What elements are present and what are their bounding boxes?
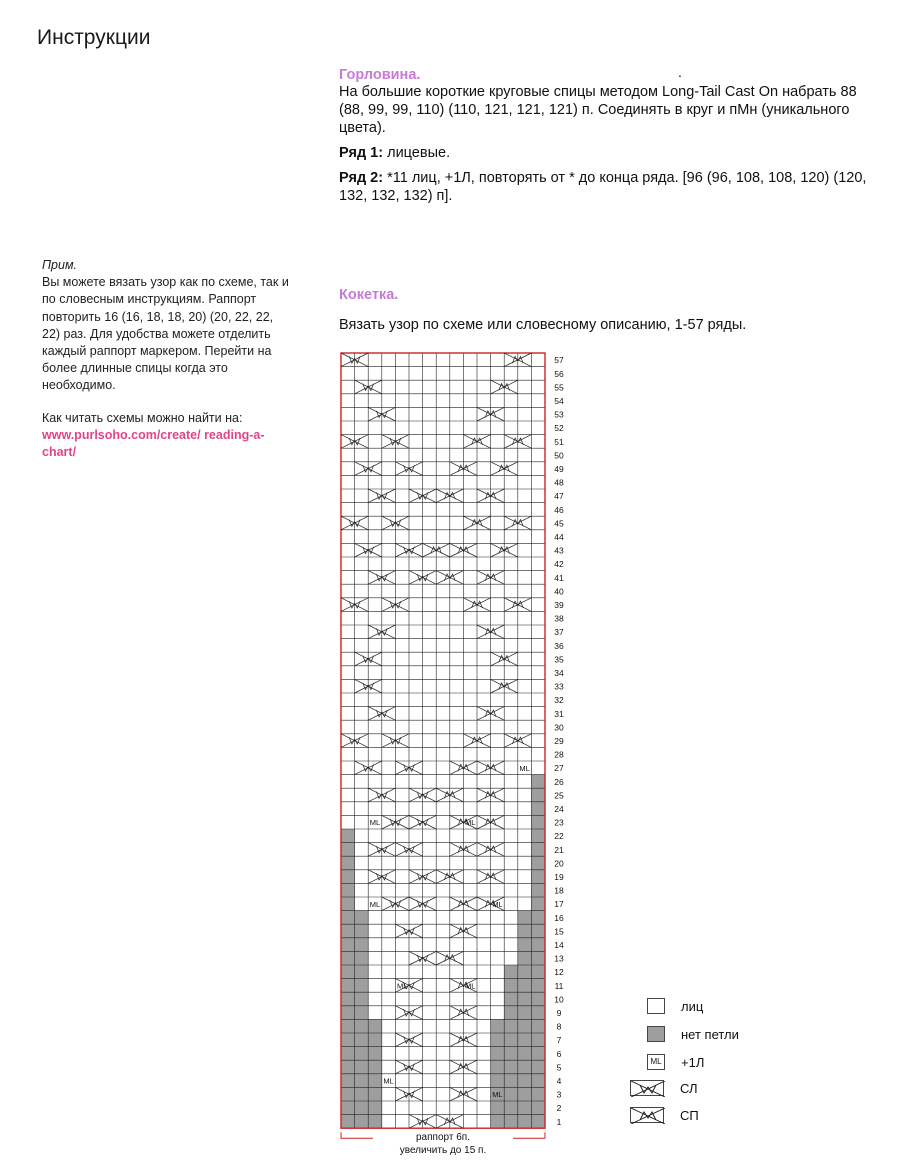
note-label: Прим.: [42, 258, 78, 272]
row-number: 16: [554, 912, 564, 923]
row-number: 36: [554, 640, 564, 651]
no-stitch-cell: [504, 1074, 518, 1088]
no-stitch-cell: [355, 924, 369, 938]
row-number: 4: [556, 1076, 562, 1086]
row-number: 44: [554, 532, 564, 542]
no-stitch-cell: [368, 1101, 382, 1115]
row-number: 26: [554, 776, 564, 787]
no-stitch-cell: [531, 802, 545, 816]
no-stitch-cell: [355, 1019, 369, 1033]
legend-label: СЛ: [680, 1080, 698, 1096]
no-stitch-cell: [355, 1087, 369, 1101]
no-stitch-cell: [531, 1019, 545, 1033]
ml-marker: ML: [464, 981, 476, 991]
no-stitch-cell: [531, 856, 545, 870]
no-stitch-cell: [355, 992, 369, 1006]
no-stitch-cell: [531, 1047, 545, 1061]
row-number: 33: [554, 681, 564, 692]
no-stitch-cell: [368, 1033, 382, 1047]
row-number: 34: [554, 668, 564, 678]
no-stitch-cell: [341, 1101, 355, 1115]
row-number: 23: [554, 817, 564, 828]
no-stitch-cell: [368, 1047, 382, 1061]
legend-label: +1Л: [681, 1054, 705, 1070]
legend-item-left-dec: [630, 1078, 698, 1098]
row-number: 46: [554, 504, 564, 515]
row-number: 24: [554, 804, 564, 814]
legend-label: лиц: [681, 998, 704, 1014]
no-stitch-cell: [531, 1033, 545, 1047]
row-number: 27: [554, 763, 564, 774]
row-number: 53: [554, 409, 564, 420]
no-stitch-cell: [341, 924, 355, 938]
legend-item-knit: [630, 996, 703, 1016]
no-stitch-cell: [368, 1019, 382, 1033]
row-number: 12: [554, 967, 564, 978]
no-stitch-cell: [504, 992, 518, 1006]
row-number: 11: [554, 980, 564, 991]
no-stitch-cell: [355, 938, 369, 952]
no-stitch-cell: [491, 1047, 505, 1061]
no-stitch-cell: [531, 924, 545, 938]
legend-item-right-dec: [630, 1105, 699, 1125]
row-number: 43: [554, 545, 564, 556]
no-stitch-cell: [531, 1006, 545, 1020]
ml-marker: ML: [383, 1076, 394, 1086]
no-stitch-cell: [341, 938, 355, 952]
no-stitch-cell: [531, 843, 545, 857]
note: [42, 257, 292, 461]
row-number: 32: [554, 695, 564, 706]
no-stitch-cell: [504, 979, 518, 993]
row-number: 14: [554, 940, 564, 950]
no-stitch-cell: [531, 829, 545, 843]
row-number: 19: [554, 872, 564, 882]
repeat-bracket: [341, 1132, 373, 1138]
row-number: 38: [554, 613, 564, 624]
row-number: 20: [554, 858, 564, 869]
row-number: 39: [554, 600, 564, 610]
no-stitch-cell: [531, 1060, 545, 1074]
no-stitch-cell: [531, 1087, 545, 1101]
row-number: 3: [556, 1089, 562, 1100]
legend-item-no-stitch: [630, 1024, 739, 1044]
row-number: 28: [554, 749, 564, 760]
no-stitch-cell: [518, 911, 532, 925]
neckline-title: Горловина.: [339, 67, 421, 83]
no-stitch-cell: [504, 1047, 518, 1061]
row-number: 9: [556, 1008, 562, 1018]
no-stitch-cell: [491, 1060, 505, 1074]
legend-item-make-left: [630, 1052, 704, 1072]
right-decrease-symbol-icon: [630, 1107, 664, 1123]
no-stitch-cell: [341, 1019, 355, 1033]
row-number: 13: [554, 953, 564, 964]
no-stitch-cell: [504, 965, 518, 979]
no-stitch-cell: [368, 1074, 382, 1088]
no-stitch-cell: [518, 1033, 532, 1047]
no-stitch-cell: [504, 1033, 518, 1047]
no-stitch-cell: [491, 1019, 505, 1033]
no-stitch-cell: [368, 1115, 382, 1129]
no-stitch-cell: [531, 951, 545, 965]
row-number: 25: [554, 790, 564, 801]
no-stitch-cell: [341, 1006, 355, 1020]
row-number: 22: [554, 831, 564, 842]
row-number: 10: [554, 994, 564, 1005]
no-stitch-cell: [518, 938, 532, 952]
no-stitch-cell: [341, 911, 355, 925]
legend-label: нет петли: [681, 1026, 739, 1042]
yoke-text: Вязать узор по схеме или словесному описанию, 1-57 ряды.: [339, 317, 747, 333]
row-number: 21: [554, 844, 564, 855]
row-number: 41: [554, 572, 564, 583]
no-stitch-cell: [491, 1101, 505, 1115]
no-stitch-cell: [341, 1033, 355, 1047]
no-stitch-cell: [531, 815, 545, 829]
no-stitch-cell: [491, 1115, 505, 1129]
no-stitch-cell: [504, 1060, 518, 1074]
knit-symbol-icon: [647, 998, 665, 1014]
row-number: 52: [554, 423, 564, 434]
no-stitch-cell: [355, 1101, 369, 1115]
page-title: Инструкции: [37, 26, 151, 49]
no-stitch-cell: [368, 1060, 382, 1074]
row-number: 35: [554, 654, 564, 665]
no-stitch-cell: [518, 979, 532, 993]
no-stitch-cell: [531, 775, 545, 789]
no-stitch-cell: [355, 911, 369, 925]
no-stitch-cell: [531, 979, 545, 993]
row-number: 7: [556, 1035, 562, 1046]
note-link-intro: Как читать схемы можно найти на:: [42, 410, 243, 425]
row-number: 56: [554, 368, 564, 379]
knitting-chart: [320, 344, 590, 1160]
no-stitch-cell: [368, 1087, 382, 1101]
row-number: 8: [556, 1021, 562, 1032]
no-stitch-cell: [518, 1047, 532, 1061]
no-stitch-symbol-icon: [647, 1026, 665, 1042]
no-stitch-cell: [531, 788, 545, 802]
no-stitch-cell: [341, 979, 355, 993]
row-number: 48: [554, 477, 564, 488]
no-stitch-cell: [355, 1115, 369, 1129]
row-number: 50: [554, 450, 564, 461]
ml-marker: ML: [369, 818, 381, 828]
row-number: 47: [554, 491, 564, 502]
row-number: 49: [554, 464, 564, 474]
no-stitch-cell: [341, 829, 355, 843]
ml-marker: ML: [492, 899, 503, 909]
no-stitch-cell: [518, 1006, 532, 1020]
row-number: 57: [554, 355, 564, 366]
repeat-bracket: [513, 1132, 545, 1138]
legend-label: СП: [680, 1107, 699, 1123]
no-stitch-cell: [355, 1060, 369, 1074]
no-stitch-cell: [341, 843, 355, 857]
no-stitch-cell: [518, 965, 532, 979]
note-link[interactable]: www.purlsoho.com/create/ reading-a-chart/: [42, 427, 265, 460]
row-number: 30: [554, 722, 564, 733]
no-stitch-cell: [504, 1101, 518, 1115]
row-number: 2: [556, 1103, 562, 1114]
ml-marker: ML: [464, 818, 476, 828]
no-stitch-cell: [341, 1047, 355, 1061]
no-stitch-cell: [341, 883, 355, 897]
no-stitch-cell: [355, 979, 369, 993]
no-stitch-cell: [518, 951, 532, 965]
no-stitch-cell: [531, 883, 545, 897]
no-stitch-cell: [531, 911, 545, 925]
row-number: 45: [554, 518, 564, 529]
ml-marker: ML: [519, 763, 530, 773]
no-stitch-cell: [355, 951, 369, 965]
no-stitch-cell: [531, 897, 545, 911]
no-stitch-cell: [355, 1033, 369, 1047]
no-stitch-cell: [531, 992, 545, 1006]
no-stitch-cell: [491, 1074, 505, 1088]
row1-text: лицевые.: [383, 145, 451, 161]
repeat-label: увеличить до 15 п.: [399, 1145, 487, 1157]
no-stitch-cell: [504, 1019, 518, 1033]
no-stitch-cell: [355, 965, 369, 979]
repeat-label: раппорт 6п.: [416, 1132, 470, 1144]
make-left-symbol-icon: ML: [647, 1054, 665, 1070]
no-stitch-cell: [531, 870, 545, 884]
row-number: 51: [554, 436, 564, 447]
no-stitch-cell: [341, 951, 355, 965]
row-number: 42: [554, 559, 564, 570]
no-stitch-cell: [341, 870, 355, 884]
no-stitch-cell: [518, 1019, 532, 1033]
no-stitch-cell: [504, 1115, 518, 1129]
no-stitch-cell: [341, 856, 355, 870]
no-stitch-cell: [341, 897, 355, 911]
left-decrease-symbol-icon: [630, 1080, 664, 1096]
neckline-text: На большие короткие круговые спицы методом Long-Tail Cast On набрать 88 (88, 99, 99, 110) (110, 121, 121, 121) п. Соединять в круг и пМн (уникального цвета).: [339, 84, 857, 136]
no-stitch-cell: [518, 992, 532, 1006]
no-stitch-cell: [341, 1087, 355, 1101]
row-number: 15: [554, 926, 564, 937]
neckline-row2: [339, 169, 884, 205]
row-number: 37: [554, 627, 564, 638]
no-stitch-cell: [518, 1115, 532, 1129]
row-number: 5: [556, 1062, 562, 1073]
row-number: 1: [556, 1116, 562, 1127]
row-number: 40: [554, 586, 564, 597]
no-stitch-cell: [518, 1087, 532, 1101]
no-stitch-cell: [518, 1060, 532, 1074]
no-stitch-cell: [341, 1115, 355, 1129]
row-number: 31: [554, 708, 564, 719]
row2-label: Ряд 2:: [339, 170, 384, 186]
no-stitch-cell: [341, 965, 355, 979]
row-number: 18: [554, 885, 564, 896]
no-stitch-cell: [355, 1047, 369, 1061]
row-number: 6: [556, 1048, 562, 1059]
row-number: 29: [554, 736, 564, 746]
no-stitch-cell: [518, 1074, 532, 1088]
no-stitch-cell: [531, 965, 545, 979]
no-stitch-cell: [341, 1074, 355, 1088]
no-stitch-cell: [504, 1006, 518, 1020]
no-stitch-cell: [531, 1101, 545, 1115]
yoke-title: Кокетка.: [339, 287, 399, 303]
note-text: Вы можете вязать узор как по схеме, так и по словесным инструкциям. Раппорт повторить 16 (16, 18, 18, 20) (20, 22, 22, 22) раз. Для удобства можете отделить каждый раппорт маркером. Перейти на более длинные спицы когда это необходимо.: [42, 275, 289, 393]
no-stitch-cell: [531, 1115, 545, 1129]
no-stitch-cell: [531, 938, 545, 952]
dot-mark: .: [678, 64, 682, 80]
no-stitch-cell: [518, 1101, 532, 1115]
no-stitch-cell: [355, 1006, 369, 1020]
ml-marker: ML: [396, 981, 408, 991]
neckline-row1: [339, 144, 884, 162]
ml-marker: ML: [492, 1090, 503, 1100]
row1-label: Ряд 1:: [339, 145, 384, 161]
no-stitch-cell: [504, 1087, 518, 1101]
row2-text: *11 лиц, +1Л, повторять от * до конца ряда. [96 (96, 108, 108, 120) (120, 132, 132, 132) п].: [339, 170, 867, 204]
no-stitch-cell: [518, 924, 532, 938]
no-stitch-cell: [491, 1033, 505, 1047]
no-stitch-cell: [531, 1074, 545, 1088]
no-stitch-cell: [355, 1074, 369, 1088]
ml-marker: ML: [369, 899, 381, 909]
no-stitch-cell: [341, 1060, 355, 1074]
row-number: 55: [554, 382, 564, 393]
no-stitch-cell: [341, 992, 355, 1006]
row-number: 17: [554, 899, 564, 910]
row-number: 54: [554, 396, 564, 406]
